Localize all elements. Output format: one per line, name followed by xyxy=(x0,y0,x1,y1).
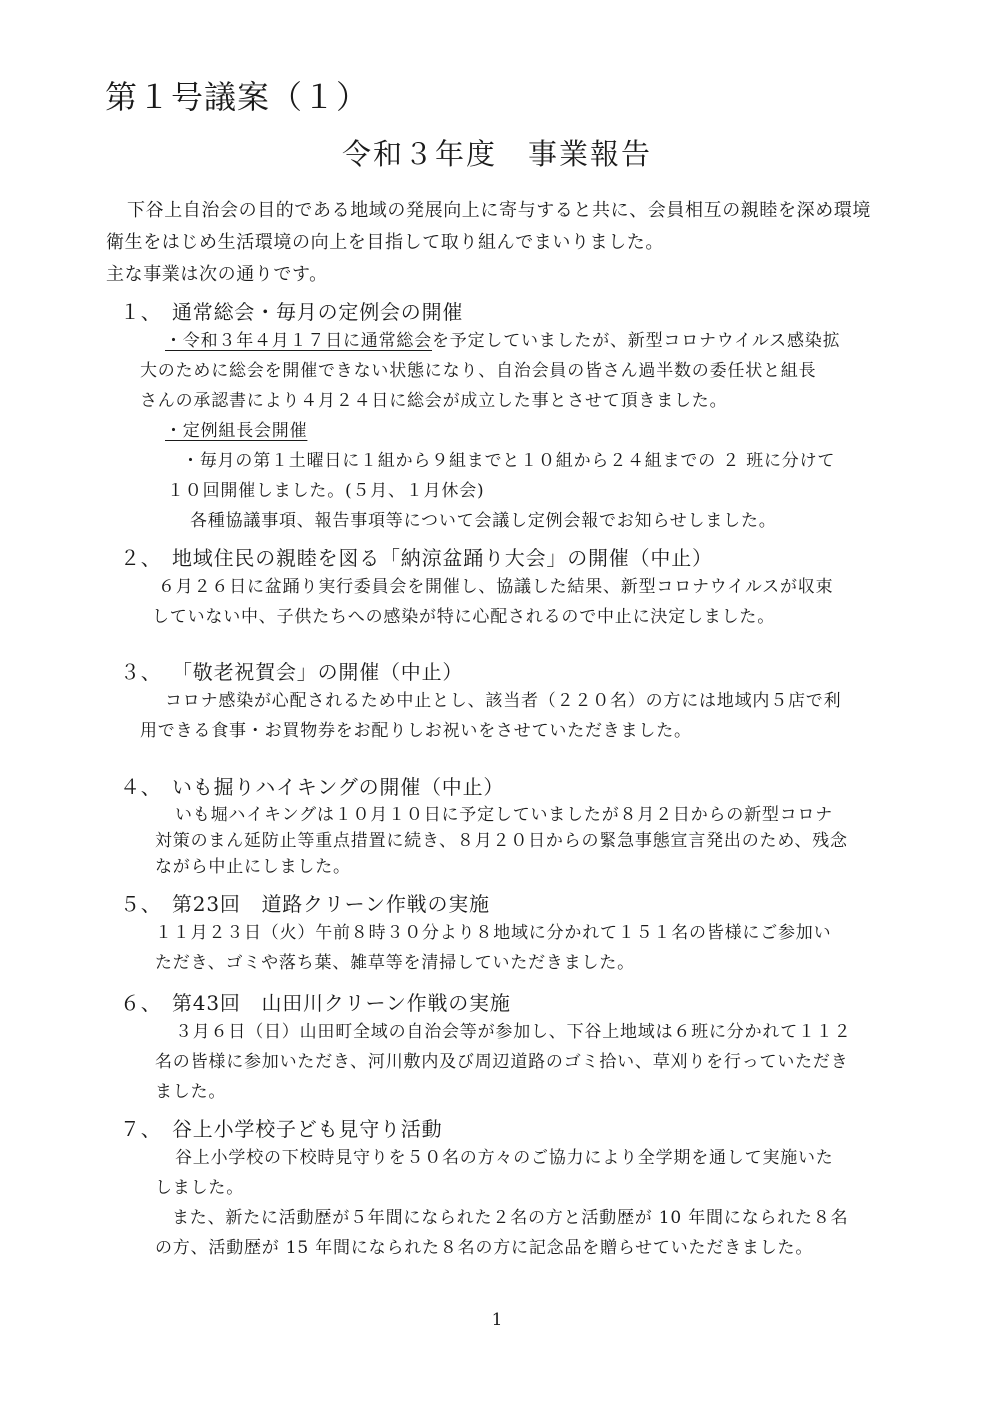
section-line: 名の皆様に参加いただき、河川敷内及び周辺道路のゴミ拾い、草刈りを行っていただき xyxy=(155,1052,849,1072)
section-number: ７、 xyxy=(120,1117,162,1141)
section-line: 大のために総会を開催できない状態になり、自治会員の皆さん過半数の委任状と組長 xyxy=(140,361,817,381)
section-number: ４、 xyxy=(120,775,162,799)
underlined-text: ・令和３年４月１７日に通常総会 xyxy=(165,331,432,351)
section-line: 対策のまん延防止等重点措置に続き、８月２０日からの緊急事態宣言発出のため、残念 xyxy=(155,831,848,851)
section-line: ・令和３年４月１７日に通常総会を予定していましたが、新型コロナウイルス感染拡 xyxy=(165,331,841,351)
section-number: ６、 xyxy=(120,991,162,1015)
section-heading xyxy=(120,656,463,685)
section-heading xyxy=(120,771,504,800)
section-heading xyxy=(120,296,463,325)
section-line: １１月２３日（火）午前８時３０分より８地域に分かれて１５１名の皆様にご参加い xyxy=(155,923,832,943)
section-number: ２、 xyxy=(120,546,162,570)
section-heading xyxy=(120,1113,442,1142)
section-line: ただき、ゴミや落ち葉、雑草等を清掃していただきました。 xyxy=(155,953,635,973)
section-title: 「敬老祝賀会」の開催（中止） xyxy=(172,660,464,684)
section-number: ５、 xyxy=(120,892,162,916)
section-line: １０回開催しました。(５月、１月休会) xyxy=(167,481,485,501)
section-title: 谷上小学校子ども見守り活動 xyxy=(172,1117,443,1141)
section-line: 用できる食事・お買物券をお配りしお祝いをさせていただきました。 xyxy=(140,721,692,741)
section-line: していない中、子供たちへの感染が特に心配されるので中止に決定しました。 xyxy=(152,607,775,627)
document-id: 第１号議案（１） xyxy=(105,78,370,116)
subsection-heading: ・定例組長会開催 xyxy=(165,421,308,441)
section-line: ・毎月の第１土曜日に１組から９組までと１０組から２４組までの ２ 班に分けて xyxy=(182,451,836,471)
section-title: 通常総会・毎月の定例会の開催 xyxy=(172,300,464,324)
section-line: また、新たに活動歴が５年間になられた２名の方と活動歴が 10 年間になられた８名 xyxy=(172,1208,849,1228)
section-title: 地域住民の親睦を図る「納涼盆踊り大会」の開催（中止） xyxy=(172,546,713,570)
section-line: ながら中止にしました。 xyxy=(155,857,351,877)
intro-line: 下谷上自治会の目的である地域の発展向上に寄与すると共に、会員相互の親睦を深め環境 xyxy=(127,200,871,221)
section-line: ました。 xyxy=(155,1082,227,1102)
document-title: 令和３年度 事業報告 xyxy=(341,137,652,171)
section-line: 谷上小学校の下校時見守りを５０名の方々のご協力により全学期を通して実施いた xyxy=(175,1148,834,1168)
section-title: 第43回 山田川クリーン作戦の実施 xyxy=(172,991,511,1015)
section-title: 第23回 道路クリーン作戦の実施 xyxy=(172,892,490,916)
section-line: 各種協議事項、報告事項等について会議し定例会報でお知らせしました。 xyxy=(190,511,777,531)
section-line: いも堀ハイキングは１０月１０日に予定していましたが８月２日からの新型コロナ xyxy=(175,805,834,825)
section-line: さんの承認書により４月２４日に総会が成立した事とさせて頂きました。 xyxy=(140,391,728,411)
section-number: １、 xyxy=(120,300,162,324)
section-title: いも掘りハイキングの開催（中止） xyxy=(172,775,505,799)
section-heading xyxy=(120,987,511,1016)
intro-line: 主な事業は次の通りです。 xyxy=(106,264,328,285)
section-line: しました。 xyxy=(155,1178,244,1198)
section-line: ６月２６日に盆踊り実行委員会を開催し、協議した結果、新型コロナウイルスが収束 xyxy=(158,577,834,597)
section-line: の方、活動歴が 15 年間になられた８名の方に記念品を贈らせていただきました。 xyxy=(155,1238,814,1258)
section-heading xyxy=(120,542,713,571)
page-number: 1 xyxy=(491,1310,503,1330)
section-line: ３月６日（日）山田町全域の自治会等が参加し、下谷上地域は６班に分かれて１１２ xyxy=(175,1022,852,1042)
section-number: ３、 xyxy=(120,660,162,684)
intro-line: 衛生をはじめ生活環境の向上を目指して取り組んでまいりました。 xyxy=(106,232,664,253)
section-line: コロナ感染が心配されるため中止とし、該当者（２２０名）の方には地域内５店で利 xyxy=(165,691,842,711)
section-heading xyxy=(120,888,490,917)
